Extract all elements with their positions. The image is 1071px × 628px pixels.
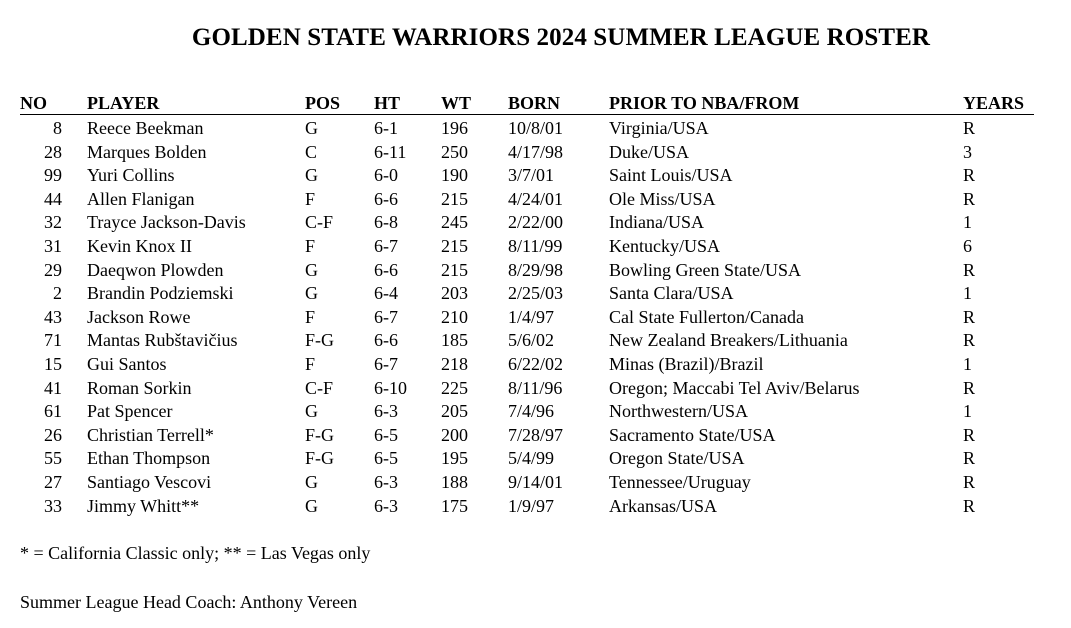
cell-ht: 6-3 xyxy=(374,401,398,422)
cell-prior: Bowling Green State/USA xyxy=(609,259,801,280)
table-row xyxy=(20,445,1034,469)
cell-ht: 6-7 xyxy=(374,235,398,256)
cell-ht: 6-5 xyxy=(374,448,398,469)
cell-born: 4/17/98 xyxy=(508,141,564,162)
header-ht: HT xyxy=(374,93,401,113)
cell-years: R xyxy=(963,165,976,186)
cell-player: Gui Santos xyxy=(87,353,167,374)
cell-no: 44 xyxy=(44,188,62,209)
cell-years: 1 xyxy=(963,401,972,422)
cell-pos: F xyxy=(305,353,316,374)
cell-ht: 6-5 xyxy=(374,424,398,445)
cell-player: Christian Terrell* xyxy=(87,424,214,445)
cell-years: R xyxy=(963,377,976,398)
cell-ht: 6-6 xyxy=(374,259,398,280)
cell-ht: 6-8 xyxy=(374,212,398,233)
table-row xyxy=(20,327,1034,351)
cell-years: R xyxy=(963,306,976,327)
cell-wt: 188 xyxy=(441,471,468,492)
cell-no: 2 xyxy=(53,283,62,304)
cell-player: Brandin Podziemski xyxy=(87,283,234,304)
cell-prior: New Zealand Breakers/Lithuania xyxy=(609,330,848,351)
cell-player: Trayce Jackson-Davis xyxy=(87,212,246,233)
cell-pos: F-G xyxy=(305,330,335,351)
cell-pos: F xyxy=(305,306,316,327)
cell-player: Allen Flanigan xyxy=(87,188,195,209)
cell-prior: Sacramento State/USA xyxy=(609,424,776,445)
header-prior: PRIOR TO NBA/FROM xyxy=(609,93,800,113)
cell-ht: 6-3 xyxy=(374,471,398,492)
cell-born: 5/6/02 xyxy=(508,330,555,351)
cell-wt: 215 xyxy=(441,259,468,280)
cell-years: 6 xyxy=(963,235,972,256)
cell-prior: Arkansas/USA xyxy=(609,495,717,516)
cell-ht: 6-10 xyxy=(374,377,407,398)
cell-prior: Indiana/USA xyxy=(609,212,704,233)
cell-ht: 6-3 xyxy=(374,495,398,516)
table-row xyxy=(20,139,1034,163)
cell-pos: G xyxy=(305,471,318,492)
cell-ht: 6-6 xyxy=(374,330,398,351)
cell-wt: 200 xyxy=(441,424,468,445)
table-row xyxy=(20,351,1034,375)
cell-wt: 250 xyxy=(441,141,468,162)
cell-pos: G xyxy=(305,259,318,280)
table-row xyxy=(20,304,1034,328)
cell-no: 15 xyxy=(44,353,62,374)
cell-pos: C xyxy=(305,141,318,162)
cell-player: Jackson Rowe xyxy=(87,306,191,327)
cell-prior: Cal State Fullerton/Canada xyxy=(609,306,804,327)
cell-wt: 195 xyxy=(441,448,468,469)
cell-born: 8/29/98 xyxy=(508,259,564,280)
cell-years: R xyxy=(963,495,976,516)
cell-born: 2/22/00 xyxy=(508,212,564,233)
cell-wt: 196 xyxy=(441,118,468,138)
cell-no: 61 xyxy=(44,401,62,422)
cell-prior: Northwestern/USA xyxy=(609,401,748,422)
cell-born: 5/4/99 xyxy=(508,448,555,469)
cell-no: 28 xyxy=(44,141,62,162)
cell-years: R xyxy=(963,330,976,351)
cell-pos: G xyxy=(305,401,318,422)
cell-born: 1/4/97 xyxy=(508,306,555,327)
cell-prior: Kentucky/USA xyxy=(609,235,720,256)
table-row xyxy=(20,115,1034,139)
cell-no: 99 xyxy=(44,165,62,186)
cell-pos: G xyxy=(305,495,318,516)
cell-prior: Oregon State/USA xyxy=(609,448,745,469)
cell-born: 7/4/96 xyxy=(508,401,555,422)
cell-years: R xyxy=(963,259,976,280)
cell-ht: 6-0 xyxy=(374,165,398,186)
cell-born: 6/22/02 xyxy=(508,353,564,374)
cell-ht: 6-1 xyxy=(374,118,398,138)
cell-born: 8/11/96 xyxy=(508,377,563,398)
header-pos: POS xyxy=(305,93,341,113)
cell-years: R xyxy=(963,188,976,209)
header-wt: WT xyxy=(441,93,472,113)
header-born: BORN xyxy=(508,93,561,113)
cell-wt: 215 xyxy=(441,235,468,256)
cell-years: 3 xyxy=(963,141,972,162)
cell-prior: Santa Clara/USA xyxy=(609,283,734,304)
cell-no: 71 xyxy=(44,330,62,351)
cell-years: R xyxy=(963,471,976,492)
cell-prior: Saint Louis/USA xyxy=(609,165,733,186)
cell-no: 8 xyxy=(53,118,62,138)
page-title: GOLDEN STATE WARRIORS 2024 SUMMER LEAGUE ROSTER xyxy=(191,24,931,51)
cell-born: 1/9/97 xyxy=(508,495,555,516)
cell-ht: 6-11 xyxy=(374,141,407,162)
cell-player: Jimmy Whitt** xyxy=(87,495,200,516)
cell-wt: 175 xyxy=(441,495,468,516)
cell-pos: G xyxy=(305,165,318,186)
table-row xyxy=(20,233,1034,257)
cell-no: 41 xyxy=(44,377,62,398)
cell-no: 29 xyxy=(44,259,62,280)
table-row xyxy=(20,162,1034,186)
cell-no: 26 xyxy=(44,424,62,445)
table-row xyxy=(20,493,1034,517)
cell-wt: 190 xyxy=(441,165,468,186)
cell-pos: F-G xyxy=(305,448,335,469)
table-row xyxy=(20,398,1034,422)
cell-no: 32 xyxy=(44,212,62,233)
cell-wt: 225 xyxy=(441,377,468,398)
cell-years: 1 xyxy=(963,353,972,374)
cell-pos: F-G xyxy=(305,424,335,445)
table-row xyxy=(20,280,1034,304)
cell-pos: C-F xyxy=(305,212,334,233)
cell-ht: 6-4 xyxy=(374,283,398,304)
cell-pos: F xyxy=(305,188,316,209)
cell-no: 27 xyxy=(44,471,62,492)
cell-ht: 6-6 xyxy=(374,188,398,209)
footnote: * = California Classic only; ** = Las Vegas only xyxy=(20,543,371,563)
cell-wt: 218 xyxy=(441,353,468,374)
cell-years: 1 xyxy=(963,212,972,233)
cell-born: 8/11/99 xyxy=(508,235,563,256)
table-row xyxy=(20,257,1034,281)
cell-born: 2/25/03 xyxy=(508,283,564,304)
header-years: YEARS xyxy=(963,93,1025,113)
cell-wt: 245 xyxy=(441,212,468,233)
roster-table xyxy=(20,92,1034,516)
table-row xyxy=(20,186,1034,210)
cell-prior: Ole Miss/USA xyxy=(609,188,716,209)
cell-player: Reece Beekman xyxy=(87,118,204,138)
cell-prior: Oregon; Maccabi Tel Aviv/Belarus xyxy=(609,377,860,398)
cell-born: 7/28/97 xyxy=(508,424,564,445)
cell-no: 33 xyxy=(44,495,62,516)
cell-pos: C-F xyxy=(305,377,334,398)
cell-born: 9/14/01 xyxy=(508,471,564,492)
cell-prior: Minas (Brazil)/Brazil xyxy=(609,353,764,374)
cell-player: Pat Spencer xyxy=(87,401,173,422)
cell-wt: 215 xyxy=(441,188,468,209)
cell-ht: 6-7 xyxy=(374,306,398,327)
cell-wt: 203 xyxy=(441,283,468,304)
header-player: PLAYER xyxy=(87,93,160,113)
head-coach-note: Summer League Head Coach: Anthony Vereen xyxy=(20,592,358,612)
cell-player: Kevin Knox II xyxy=(87,235,192,256)
cell-player: Ethan Thompson xyxy=(87,448,211,469)
cell-born: 3/7/01 xyxy=(508,165,555,186)
cell-pos: G xyxy=(305,118,318,138)
table-row xyxy=(20,209,1034,233)
cell-wt: 185 xyxy=(441,330,468,351)
cell-born: 4/24/01 xyxy=(508,188,564,209)
cell-player: Roman Sorkin xyxy=(87,377,192,398)
table-row xyxy=(20,375,1034,399)
cell-player: Marques Bolden xyxy=(87,141,207,162)
cell-pos: F xyxy=(305,235,316,256)
table-row xyxy=(20,422,1034,446)
cell-prior: Duke/USA xyxy=(609,141,689,162)
cell-no: 31 xyxy=(44,235,62,256)
cell-years: R xyxy=(963,118,976,138)
table-body xyxy=(20,115,1034,516)
cell-prior: Tennessee/Uruguay xyxy=(609,471,751,492)
cell-years: R xyxy=(963,448,976,469)
cell-no: 43 xyxy=(44,306,62,327)
cell-years: R xyxy=(963,424,976,445)
header-no: NO xyxy=(20,93,47,113)
cell-pos: G xyxy=(305,283,318,304)
cell-prior: Virginia/USA xyxy=(609,118,709,138)
cell-player: Daeqwon Plowden xyxy=(87,259,224,280)
table-row xyxy=(20,469,1034,493)
cell-player: Santiago Vescovi xyxy=(87,471,212,492)
cell-born: 10/8/01 xyxy=(508,118,564,138)
cell-player: Mantas Rubštavičius xyxy=(87,330,238,351)
table-header xyxy=(20,92,1034,115)
cell-years: 1 xyxy=(963,283,972,304)
cell-player: Yuri Collins xyxy=(87,165,175,186)
cell-ht: 6-7 xyxy=(374,353,398,374)
cell-no: 55 xyxy=(44,448,62,469)
cell-wt: 210 xyxy=(441,306,468,327)
cell-wt: 205 xyxy=(441,401,468,422)
